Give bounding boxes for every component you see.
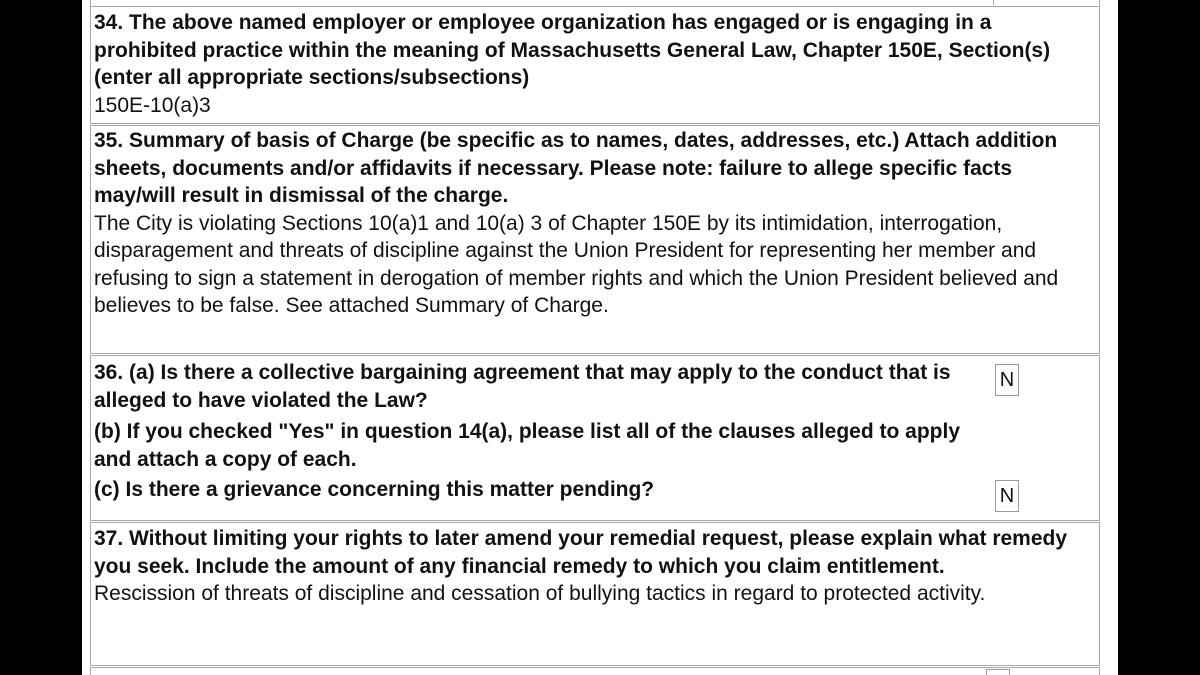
next-checkbox-edge [986, 669, 1010, 675]
section-37 [90, 522, 1100, 666]
next-section-edge [90, 667, 1100, 675]
answer-35-field[interactable]: The City is violating Sections 10(a)1 and 10(a) 3 of Chapter 150E by its intimidation, interrogation, disparagement and threats of discipline against the Union President for representing her member and refusing to sign a statement in derogation of member rights and which the Union President believed and believes to be false. See attached Summary of Charge. [94, 211, 1059, 317]
form-page [82, 0, 1118, 675]
question-34-text: 34. The above named employer or employee organization has engaged or is engaging in a prohibited practice within the meaning of Massachusetts General Law, Chapter 150E, Section(s) (enter all appropriate sections/subsections) [94, 11, 1051, 89]
question-37-text: 37. Without limiting your rights to later amend your remedial request, please explain what remedy you seek. Include the amount of any financial remedy to which you claim entitlement. [94, 527, 1068, 578]
section-36 [90, 355, 1100, 521]
answer-36a-checkbox[interactable]: N [995, 364, 1019, 396]
question-36a-text: 36. (a) Is there a collective bargaining agreement that may apply to the conduct that is alleged to have violated the Law? [94, 361, 951, 412]
question-36c-text: (c) Is there a grievance concerning this matter pending? [94, 478, 655, 501]
answer-37-field[interactable]: Rescission of threats of discipline and cessation of bullying tactics in regard to protected activity. [94, 582, 986, 605]
previous-checkbox-edge [993, 0, 994, 5]
answer-34-field[interactable]: 150E-10(a)3 [94, 93, 211, 117]
question-35-text: 35. Summary of basis of Charge (be specific as to names, dates, addresses, etc.) Attach addition sheets, documents and/or affidavits if necessary. Please note: failure to allege specific facts may/will result in dismissal of the charge. [94, 129, 1058, 207]
section-34 [90, 6, 1100, 124]
section-35 [90, 125, 1100, 354]
answer-36c-checkbox[interactable]: N [995, 480, 1019, 512]
question-36b-text: (b) If you checked "Yes" in question 14(a), please list all of the clauses alleged to apply and attach a copy of each. [94, 420, 960, 471]
